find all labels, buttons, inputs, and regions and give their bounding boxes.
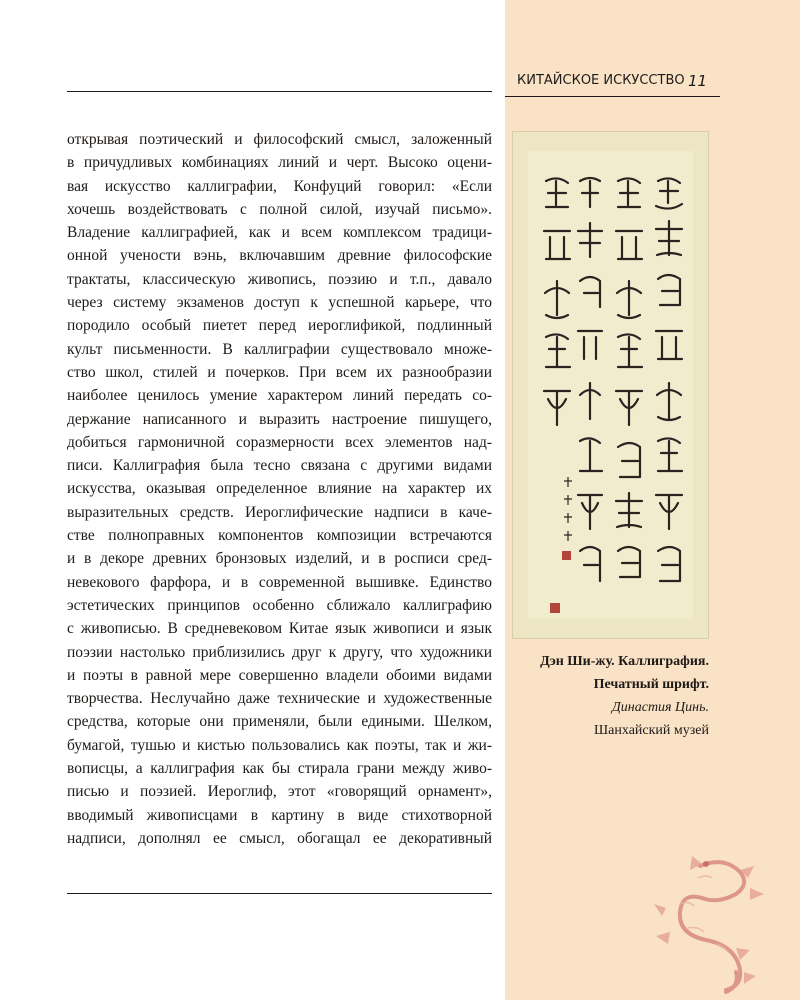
body-line: через систему экзаменов доступ к успешной карьере, что bbox=[67, 294, 492, 312]
calligraphy-glyphs bbox=[528, 151, 693, 619]
body-line: породило особый пиетет перед иероглификой, подлинный bbox=[67, 317, 492, 335]
scroll-paper bbox=[528, 151, 693, 619]
body-line: с живописью. В средневековом Китае язык живописи и язык bbox=[67, 620, 492, 638]
body-line: вая искусство каллиграфии, Конфуций говорил: «Если bbox=[67, 177, 492, 195]
body-line: ство школ, стилей и почерков. При всем их разнообразии bbox=[67, 363, 492, 381]
body-line: писи. Каллиграфия была тесно связана с другими видами bbox=[67, 457, 492, 475]
body-line: культ письменности. В каллиграфии существовало множе- bbox=[67, 340, 492, 358]
glyph-column-middle bbox=[616, 178, 642, 577]
body-line: вводимый живописцами в картину в виде стихотворной bbox=[67, 806, 492, 824]
body-line: стве полноправных компонентов композиции встречаются bbox=[67, 527, 492, 545]
body-line: открывая поэтический и философский смысл, заложенный bbox=[67, 131, 492, 148]
section-title: КИТАЙСКОЕ ИСКУССТВО bbox=[517, 73, 685, 88]
body-line: бумагой, тушью и кистью пользовались как поэты, так и жи- bbox=[67, 736, 492, 754]
body-line: трактаты, классическую живопись, поэзию и т.п., давало bbox=[67, 270, 492, 288]
body-line: надписи, дополнял ее смысл, обогащал ее декоративный bbox=[67, 829, 492, 847]
caption-dynasty: Династия Цинь. bbox=[611, 700, 709, 715]
body-line: хочешь воздействовать с полной силой, изучай письмо». bbox=[67, 200, 492, 218]
bottom-rule bbox=[67, 893, 492, 894]
glyph-column-left bbox=[544, 178, 602, 581]
body-line: выразительных средств. Иероглифические надписи в каче- bbox=[67, 503, 492, 521]
body-line: эстетических принципов особенно сближало каллиграфию bbox=[67, 596, 492, 614]
caption-title-line-1: Дэн Ши-жу. Каллиграфия. bbox=[540, 654, 709, 669]
page-number: 11 bbox=[688, 72, 708, 90]
body-line: поэзии настолько приблизились друг к другу, что художники bbox=[67, 643, 492, 661]
body-line: и в декоре древних бронзовых изделий, и в росписи сред- bbox=[67, 550, 492, 568]
body-line: вописцы, а каллиграфия как бы стирала грани между живо- bbox=[67, 760, 492, 778]
header-rule bbox=[505, 96, 720, 97]
body-line: держание написанного и выразить настроение пишущего, bbox=[67, 410, 492, 428]
body-text bbox=[67, 128, 492, 850]
body-line: творчества. Неслучайно даже технические и художественные bbox=[67, 690, 492, 708]
glyph-column-right bbox=[656, 178, 682, 581]
artist-seal bbox=[562, 551, 571, 560]
body-line: и поэты в равной мере совершенно владели обоими видами bbox=[67, 666, 492, 684]
body-line: Владение каллиграфией, как и всем комплексом традици- bbox=[67, 224, 492, 242]
body-line: невекового фарфора, и в современной вышивке. Единство bbox=[67, 573, 492, 591]
calligraphy-scroll-image bbox=[512, 131, 709, 639]
collector-seal bbox=[550, 603, 560, 613]
body-line: писью и поэзией. Иероглиф, этот «говорящий орнамент», bbox=[67, 783, 492, 801]
figure-caption bbox=[512, 650, 709, 742]
body-line: онной учености вэнь, включавшим древние философские bbox=[67, 247, 492, 265]
caption-museum: Шанхайский музей bbox=[594, 723, 709, 738]
caption-title-line-2: Печатный шрифт. bbox=[593, 677, 709, 692]
top-rule bbox=[67, 91, 492, 92]
body-line: добиться гармоничной соразмерности всех элементов над- bbox=[67, 433, 492, 451]
inscription-small bbox=[564, 477, 572, 541]
dragon-ornament-icon bbox=[640, 848, 790, 996]
body-line: наиболее ценилось умение характером линий передать со- bbox=[67, 387, 492, 405]
body-line: средства, которые они применяли, были едиными. Шелком, bbox=[67, 713, 492, 731]
body-line: в причудливых комбинациях линий и черт. Высоко оцени- bbox=[67, 154, 492, 172]
body-line: искусства, оказывая определенное влияние на характер их bbox=[67, 480, 492, 498]
